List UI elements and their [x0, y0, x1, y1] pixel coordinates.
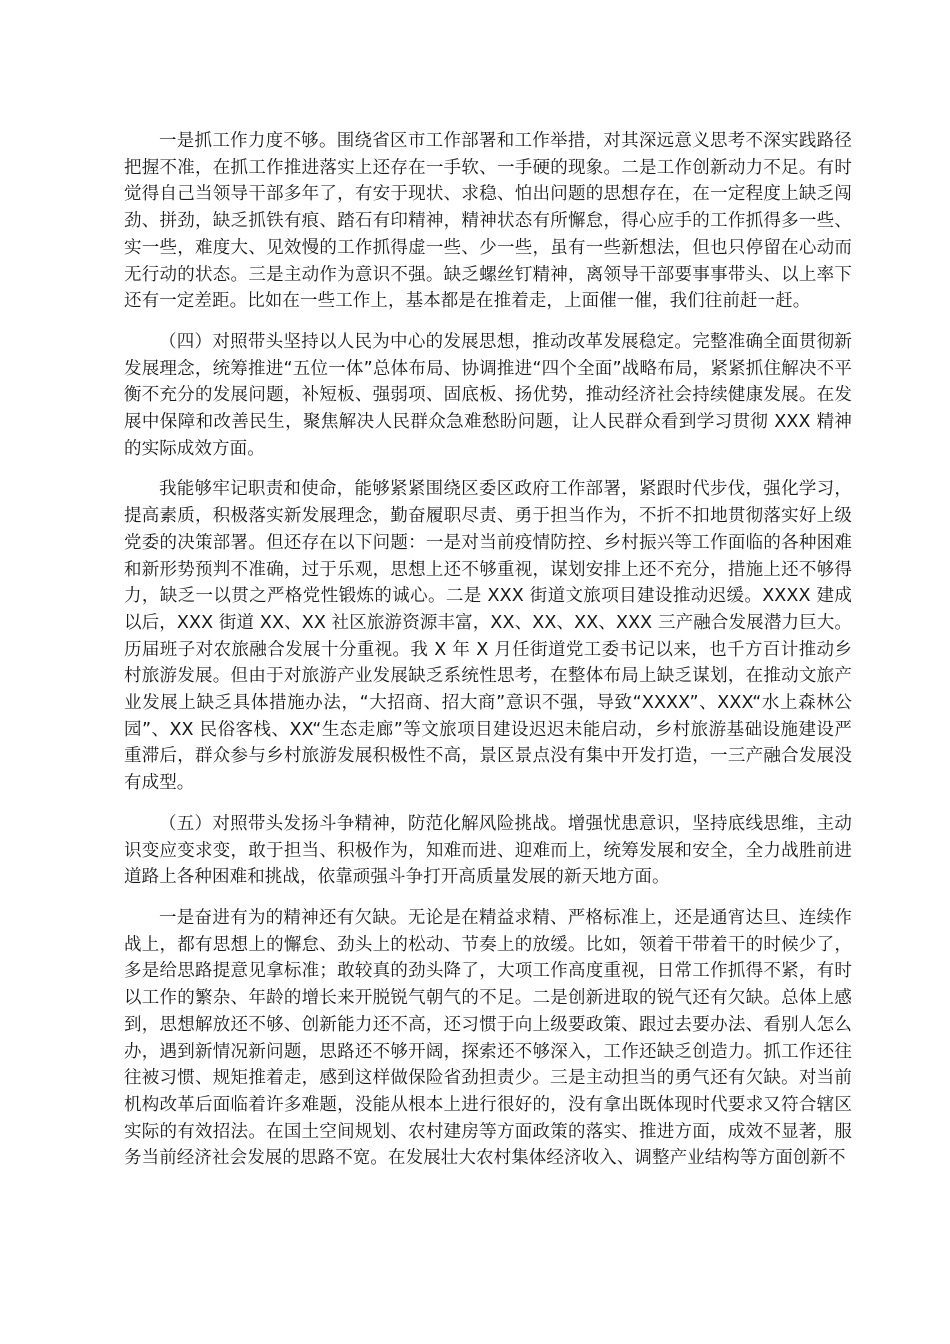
paragraph-5: 一是奋进有为的精神还有欠缺。无论是在精益求精、严格标准上，还是通宵达旦、连续作战上，都有思想上的懈怠、劲头上的松动、节奏上的放缓。比如，领着干带着干的时候少了，多是给思路提意见拿标准；敢较真的劲头降了，大项工作高度重视，日常工作抓得不紧，有时以工作的繁杂、年龄的增长来开脱锐气朝气的不足。二是创新进取的锐气还有欠缺。总体上感到，思想解放还不够、创新能力还不高，还习惯于向上级要政策、跟过去要办法、看别人怎么办，遇到新情况新问题，思路还不够开阔，探索还不够深入，工作还缺乏创造力。抓工作还往往被习惯、规矩推着走，感到这样做保险省劲担责少。三是主动担当的勇气还有欠缺。对当前机构改革后面临着许多难题，没能从根本上进行很好的，没有拿出既体现时代要求又符合辖区实际的有效招法。在国土空间规划、农村建房等方面政策的落实、推进方面，成效不显著，服务当前经济社会发展的思路不宽。在发展壮大农村集体经济收入、调整产业结构等方面创新不 — [124, 907, 852, 1169]
paragraph-2-section-four: （四）对照带头坚持以人民为中心的发展思想，推动改革发展稳定。完整准确全面贯彻新发展理念，统筹推进“五位一体”总体布局、协调推进“四个全面”战略布局，紧紧抓住解决不平衡不充分的发展问题，补短板、强弱项、固底板、扬优势，推动经济社会持续健康发展。在发展中保障和改善民生，聚焦解决人民群众急难愁盼问题，让人民群众看到学习贯彻 XXX 精神的实际成效方面。 — [124, 331, 852, 459]
paragraph-3: 我能够牢记职责和使命，能够紧紧围绕区委区政府工作部署，紧跟时代步伐，强化学习，提高素质，积极落实新发展理念，勤奋履职尽责、勇于担当作为，不折不扣地贯彻落实好上级党委的决策部署。但还存在以下问题：一是对当前疫情防控、乡村振兴等工作面临的各种困难和新形势预判不准确，过于乐观，思想上还不够重视，谋划安排上还不充分，措施上还不够得力，缺乏一以贯之严格党性锻炼的诚心。二是 XXX 街道文旅项目建设推动迟缓。XXXX 建成以后，XXX 街道 XX、XX 社区旅游资源丰富，XX、XX、XX、XXX 三产融合发展潜力巨大。历届班子对农旅融合发展十分重视。我 X 年 X 月任街道党工委书记以来，也千方百计推动乡村旅游发展。但由于对旅游产业发展缺乏系统性思考，在整体布局上缺乏谋划，在推动文旅产业发展上缺乏具体措施办法，“大招商、招大商”意识不强，导致“XXXX”、XXX“水上森林公园”、XX 民俗客栈、XX“生态走廊”等文旅项目建设迟迟未能启动，乡村旅游基础设施建设严重滞后，群众参与乡村旅游发展积极性不高，景区景点没有集中开发打造，一三产融合发展没有成型。 — [124, 479, 852, 794]
paragraph-4-section-five: （五）对照带头发扬斗争精神，防范化解风险挑战。增强忧患意识，坚持底线思维，主动识变应变求变，敢于担当、积极作为，知难而进、迎难而上，统筹发展和安全，全力战胜前进道路上各种困难和挑战，依靠顽强斗争打开高质量发展的新天地方面。 — [124, 813, 852, 888]
paragraph-1: 一是抓工作力度不够。围绕省区市工作部署和工作举措，对其深远意义思考不深实践路径把握不准，在抓工作推进落实上还存在一手软、一手硬的现象。二是工作创新动力不足。有时觉得自己当领导干部多年了，有安于现状、求稳、怕出问题的思想存在，在一定程度上缺乏闯劲、拼劲，缺乏抓铁有痕、踏石有印精神，精神状态有所懈怠，得心应手的工作抓得多一些、实一些，难度大、见效慢的工作抓得虚一些、少一些，虽有一些新想法，但也只停留在心动而无行动的状态。三是主动作为意识不强。缺乏螺丝钉精神，离领导干部要事事带头、以上率下还有一定差距。比如在一些工作上，基本都是在推着走，上面催一催，我们往前赶一赶。 — [124, 131, 852, 312]
document-body — [124, 128, 852, 1186]
